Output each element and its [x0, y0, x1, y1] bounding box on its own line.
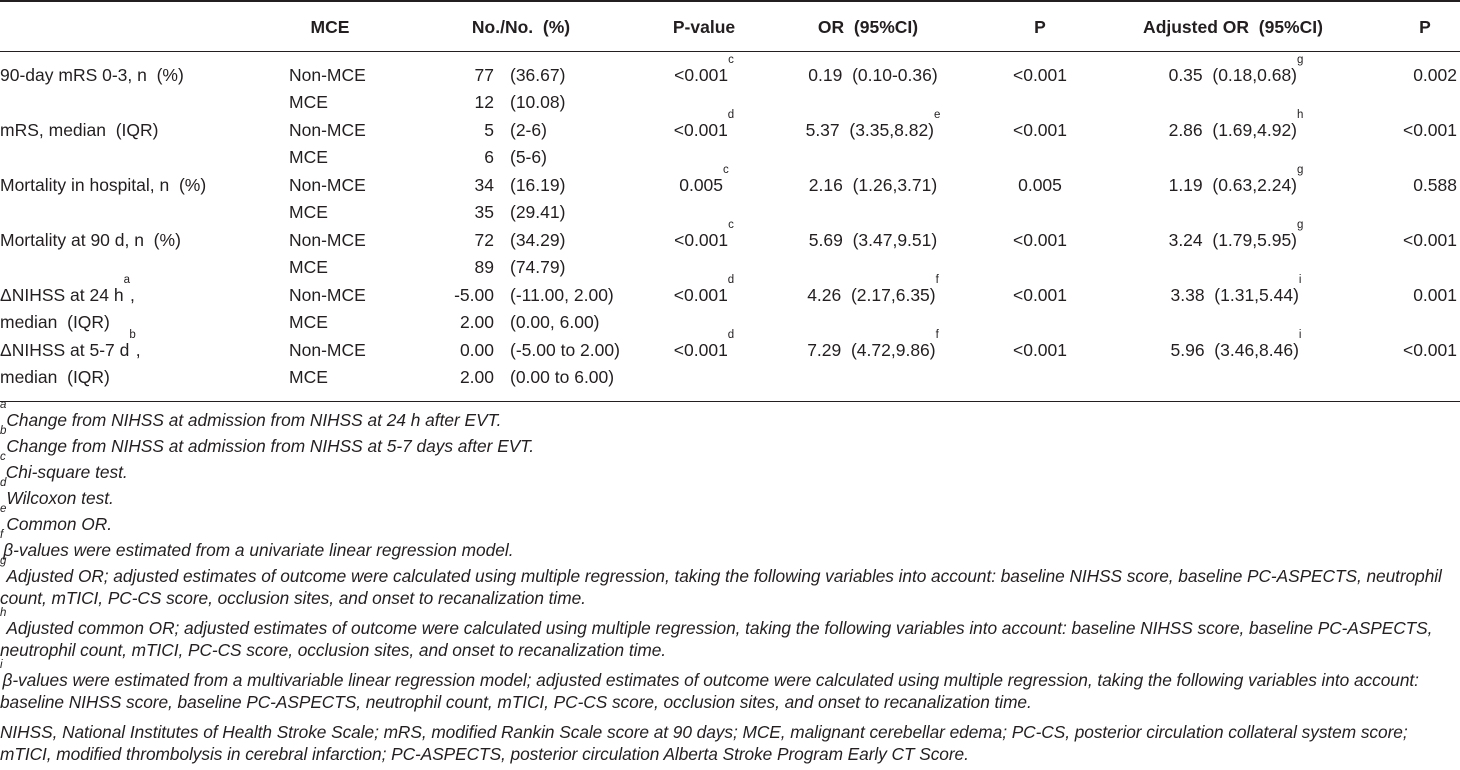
p-or: <0.001	[1012, 120, 1068, 140]
header-p: P	[1034, 17, 1046, 37]
group-non-mce: Non-MCE	[289, 230, 366, 250]
p-or: <0.001	[1012, 230, 1068, 250]
group-mce: MCE	[289, 367, 328, 387]
pvalue-sup: d	[727, 274, 735, 286]
header-mce: MCE	[310, 17, 350, 37]
count-non-mce: 72	[474, 230, 494, 250]
count-mce: 12	[474, 92, 494, 112]
footnote-mark: h	[0, 607, 7, 619]
pvalue: 0.005$^c$	[679, 164, 729, 195]
adjusted-odds-ratio-sup: g	[1297, 54, 1304, 66]
footnote-mark: b	[0, 425, 7, 437]
pct-non-mce: (34.29)	[510, 230, 566, 250]
pvalue-sup: d	[727, 109, 735, 121]
row-label: ΔNIHSS at 24 $h^a$,	[0, 274, 135, 305]
group-mce: MCE	[289, 257, 328, 277]
group-non-mce: Non-MCE	[289, 285, 366, 305]
pct-mce: (29.41)	[510, 202, 566, 222]
p-or: <0.001	[1012, 65, 1068, 85]
pvalue-sup: c	[723, 164, 729, 176]
pct-mce: (10.08)	[510, 92, 566, 112]
adjusted-odds-ratio: 5.96 $(3.46,8.46)^i$	[1170, 329, 1302, 360]
header-adjusted-or: Adjusted OR (95%CI)	[1143, 17, 1323, 37]
group-non-mce: Non-MCE	[289, 340, 366, 360]
adjusted-odds-ratio-sup: i	[1298, 329, 1302, 341]
pct-mce: (0.00 to 6.00)	[510, 367, 615, 387]
pct-mce: (0.00, 6.00)	[510, 312, 600, 332]
adjusted-odds-ratio-sup: g	[1297, 164, 1304, 176]
odds-ratio: 4.26 $(2.17,6.35)^f$	[807, 274, 939, 305]
group-non-mce: Non-MCE	[289, 65, 366, 85]
odds-ratio: 0.19 (0.10-0.36)	[808, 65, 938, 85]
count-mce: 6	[484, 147, 494, 167]
table-top-rule	[0, 0, 1460, 2]
footnote-h: $^h$Adjusted common OR; adjusted estimates of outcome were calculated using multiple regression, taking the following variables into account: baseline NIHSS score, baseline PC-ASPECTS, neutrophil count, mTICI, PC-CS score, occlusion sites, and onset to recanalization time.	[0, 607, 1433, 660]
pvalue: <0.001$^c$	[674, 54, 734, 85]
adjusted-odds-ratio: 3.24 $(1.79,5.95)^g$	[1168, 219, 1304, 250]
group-non-mce: Non-MCE	[289, 120, 366, 140]
row-label: 90-day mRS 0-3, n (%)	[0, 65, 184, 85]
row-label-line2: median (IQR)	[0, 367, 110, 387]
p-or: <0.001	[1012, 285, 1068, 305]
group-non-mce: Non-MCE	[289, 175, 366, 195]
p-adjusted: 0.002	[1413, 65, 1457, 85]
odds-ratio: 2.16 (1.26,3.71)	[808, 175, 938, 195]
footnote-i: $^i$β-values were estimated from a multivariable linear regression model; adjusted estimates of outcome were calculated using multiple regression, taking the following variables into account: baseline NIHSS score, baseline PC-ASPECTS, neutrophil count, mTICI, PC-CS score, occlusion sites, and onset to recanalization time.	[0, 659, 1419, 712]
p-or: <0.001	[1012, 340, 1068, 360]
row-label-sup: a	[123, 274, 130, 286]
count-non-mce: 5	[484, 120, 494, 140]
count-mce: 2.00	[459, 312, 494, 332]
p-adjusted: 0.588	[1413, 175, 1457, 195]
footnote-abbreviations: NIHSS, National Institutes of Health Stroke Scale; mRS, modified Rankin Scale score at 90 days; MCE, malignant cerebellar edema; PC-CS, posterior circulation collateral system score; mTICI, modified thrombolysis in cerebral infarction; PC-ASPECTS, posterior circulation Alberta Stroke Program Early CT Score.	[0, 722, 1408, 764]
odds-ratio: 5.69 (3.47,9.51)	[808, 230, 938, 250]
footnote-mark: i	[0, 659, 3, 671]
pvalue: <0.001$^d$	[673, 109, 735, 140]
header-no-pct: No./No. (%)	[471, 17, 571, 37]
p-adjusted: <0.001	[1402, 340, 1457, 360]
p-adjusted: <0.001	[1402, 120, 1457, 140]
pct-non-mce: (16.19)	[510, 175, 566, 195]
count-non-mce: -5.00	[454, 285, 494, 305]
pvalue: <0.001$^d$	[673, 329, 735, 360]
row-label: mRS, median (IQR)	[0, 120, 159, 140]
count-non-mce: 0.00	[459, 340, 494, 360]
odds-ratio: 7.29 $(4.72,9.86)^f$	[807, 329, 939, 360]
count-non-mce: 34	[474, 175, 494, 195]
footnote-mark: e	[0, 503, 7, 515]
footnote-mark: a	[0, 399, 7, 411]
pct-non-mce: (-11.00, 2.00)	[510, 285, 614, 305]
pct-mce: (74.79)	[510, 257, 566, 277]
count-non-mce: 77	[474, 65, 494, 85]
p-adjusted: <0.001	[1402, 230, 1457, 250]
group-mce: MCE	[289, 92, 328, 112]
header-pvalue: P-value	[672, 17, 736, 37]
pvalue: <0.001$^d$	[673, 274, 735, 305]
group-mce: MCE	[289, 147, 328, 167]
pvalue-sup: c	[728, 219, 734, 231]
adjusted-odds-ratio: 0.35 $(0.18,0.68)^g$	[1168, 54, 1304, 85]
row-label: Mortality in hospital, n (%)	[0, 175, 207, 195]
header-or: OR (95%CI)	[817, 17, 919, 37]
adjusted-odds-ratio: 1.19 $(0.63,2.24)^g$	[1168, 164, 1304, 195]
table-bottom-rule	[0, 401, 1460, 402]
group-mce: MCE	[289, 202, 328, 222]
header-adjusted-p: P	[1419, 17, 1431, 37]
pvalue: <0.001$^c$	[674, 219, 734, 250]
adjusted-odds-ratio: 2.86 $(1.69,4.92)^h$	[1168, 109, 1304, 140]
count-mce: 89	[474, 257, 494, 277]
pct-mce: (5-6)	[510, 147, 547, 167]
pct-non-mce: (-5.00 to 2.00)	[510, 340, 620, 360]
adjusted-odds-ratio-sup: g	[1297, 219, 1304, 231]
count-mce: 35	[474, 202, 494, 222]
header-rule	[0, 51, 1460, 52]
p-adjusted: 0.001	[1413, 285, 1457, 305]
odds-ratio: 5.37 $(3.35,8.82)^e$	[805, 109, 941, 140]
row-label-line2: median (IQR)	[0, 312, 110, 332]
row-label: Mortality at 90 d, n (%)	[0, 230, 181, 250]
footnote-mark: f	[0, 529, 4, 541]
adjusted-odds-ratio: 3.38 $(1.31,5.44)^i$	[1170, 274, 1302, 305]
pvalue-sup: d	[727, 329, 735, 341]
footnote-d: $^d$Wilcoxon test.	[0, 477, 114, 508]
pct-non-mce: (36.67)	[510, 65, 566, 85]
footnote-a: $^a$Change from NIHSS at admission from NIHSS at 24 h after EVT.	[0, 399, 502, 430]
footnote-b: $^b$Change from NIHSS at admission from NIHSS at 5-7 days after EVT.	[0, 425, 535, 456]
odds-ratio-sup: e	[934, 109, 941, 121]
adjusted-odds-ratio-sup: h	[1297, 109, 1304, 121]
footnote-f: $^f$β-values were estimated from a univariate linear regression model.	[0, 529, 514, 560]
pct-non-mce: (2-6)	[510, 120, 547, 140]
footnote-g: $^g$Adjusted OR; adjusted estimates of outcome were calculated using multiple regression, taking the following variables into account: baseline NIHSS score, baseline PC-ASPECTS, neutrophil count, mTICI, PC-CS score, occlusion sites, and onset to recanalization time.	[0, 555, 1442, 608]
footnote-mark: d	[0, 477, 7, 489]
pvalue-sup: c	[728, 54, 734, 66]
row-label-sup: b	[129, 329, 136, 341]
footnote-c: $^c$Chi-square test.	[0, 451, 128, 482]
odds-ratio-sup: f	[935, 274, 939, 286]
p-or: 0.005	[1018, 175, 1062, 195]
count-mce: 2.00	[459, 367, 494, 387]
odds-ratio-sup: f	[935, 329, 939, 341]
group-mce: MCE	[289, 312, 328, 332]
adjusted-odds-ratio-sup: i	[1298, 274, 1302, 286]
footnote-mark: c	[0, 451, 6, 463]
row-label: ΔNIHSS at 5-7 $d^b$,	[0, 329, 141, 360]
footnote-mark: g	[0, 555, 7, 567]
footnote-e: $^e$Common OR.	[0, 503, 113, 534]
